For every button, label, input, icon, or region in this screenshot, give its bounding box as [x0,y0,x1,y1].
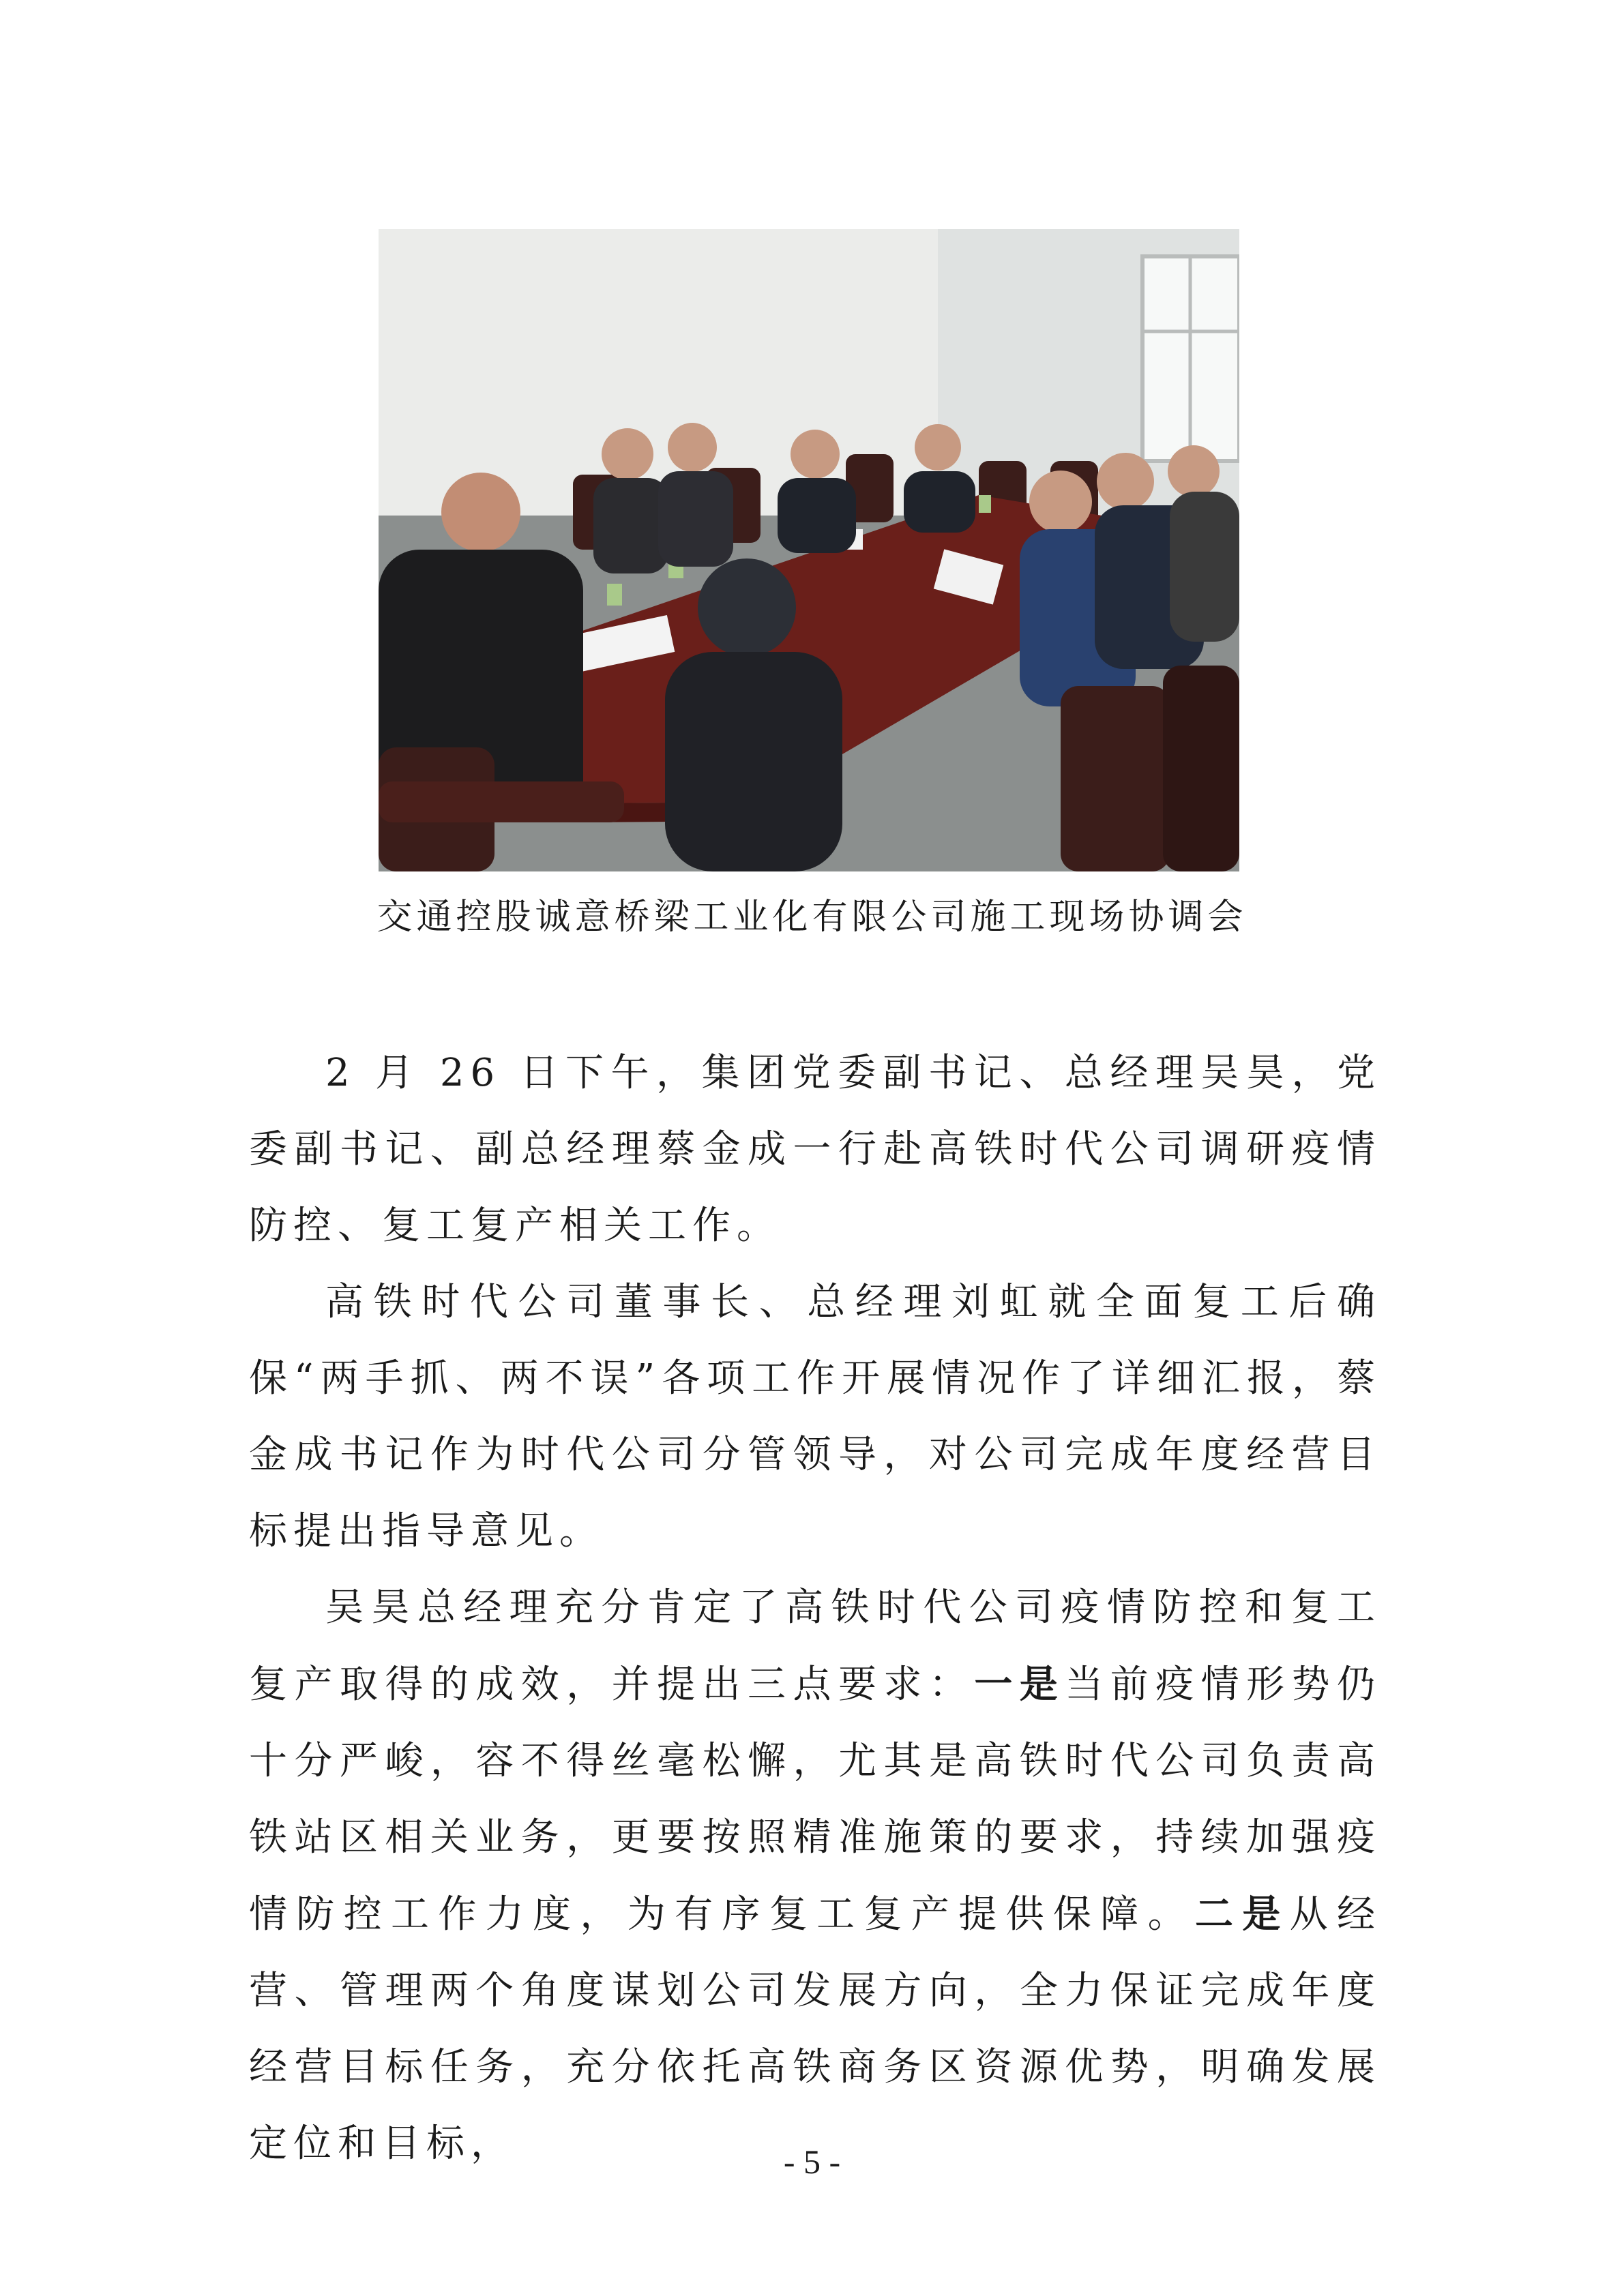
article-body [249,1035,1381,2182]
point-2-label: 二是 [1194,1892,1290,1937]
photo-caption: 交通控股诚意桥梁工业化有限公司施工现场协调会 [377,897,1247,938]
page-number: - 5 - [783,2143,841,2181]
paragraph-1: 2 月 26 日下午，集团党委副书记、总经理吴昊，党委副书记、副总经理蔡金成一行赴高铁时代公司调研疫情防控、复工复产相关工作。 [249,1051,1381,1248]
paragraph-3-intro: 吴昊总经理充分肯定了高铁时代公司疫情防控和复工复产取得的成效，并提出三点要求： [249,1585,1381,1707]
point-2-text: 从经营、管理两个角度谋划公司发展方向，全力保证完成年度经营目标任务，充分依托高铁商务区资源优势，明确发展定位和目标， [249,1892,1382,2166]
point-1-text: 当前疫情形势仍十分严峻，容不得丝毫松懈，尤其是高铁时代公司负责高铁站区相关业务，更要按照精准施策的要求，持续加强疫情防控工作力度，为有序复工复产提供保障。 [249,1663,1382,1937]
paragraph-2: 高铁时代公司董事长、总经理刘虹就全面复工后确保“两手抓、两不误”各项工作开展情况作了详细汇报，蔡金成书记作为时代公司分管领导，对公司完成年度经营目标提出指导意见。 [249,1280,1381,1553]
meeting-photo-illustration [379,229,1239,871]
paragraph-3 [249,1570,1381,2182]
point-1-label: 一是 [974,1662,1065,1707]
meeting-photo [379,229,1239,871]
